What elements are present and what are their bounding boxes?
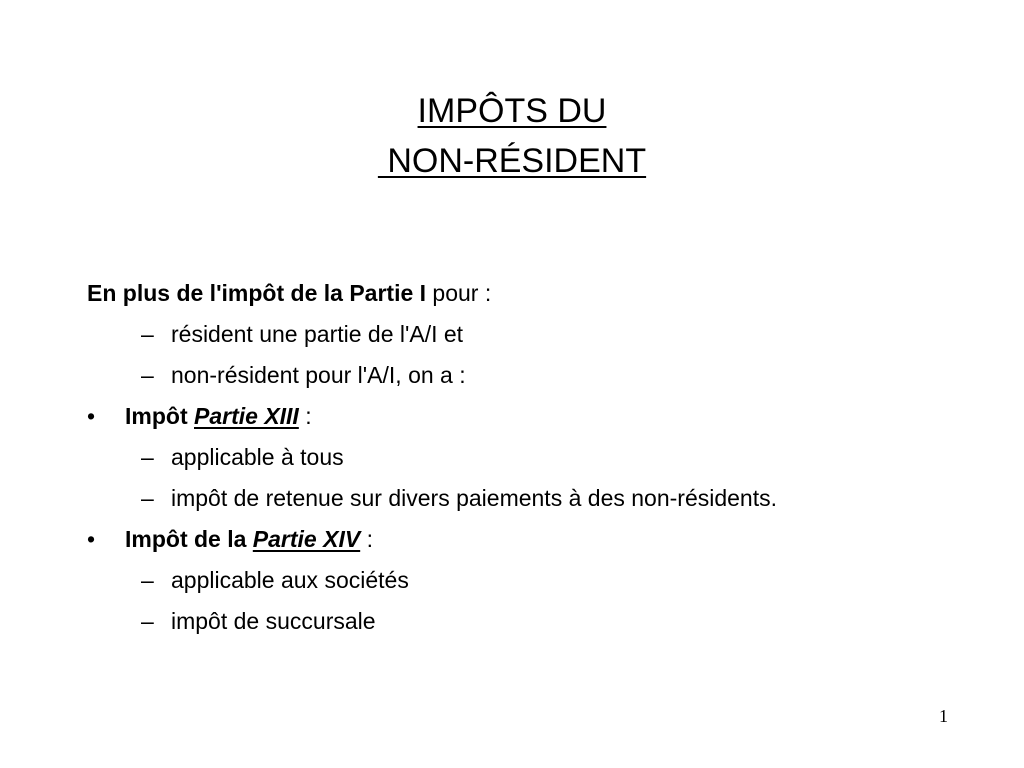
list-item	[0, 478, 1024, 519]
slide-title	[0, 86, 1024, 186]
list-item-text: applicable aux sociétés	[171, 567, 409, 593]
list-item	[0, 601, 1024, 642]
bullet-bold-text: Impôt de la	[125, 526, 253, 552]
bullet-bold-text: Impôt	[125, 403, 194, 429]
intro-bold-text: En plus de l'impôt de la Partie I	[87, 280, 427, 306]
list-item-text: impôt de retenue sur divers paiements à des non-résidents.	[171, 485, 777, 511]
dash-marker: –	[141, 485, 154, 511]
bullet-suffix: :	[360, 526, 373, 552]
partie-xiv-emphasis: Partie XIV	[252, 526, 361, 552]
list-item	[0, 355, 1024, 396]
dash-marker: –	[141, 321, 154, 347]
list-item	[0, 437, 1024, 478]
list-item	[0, 560, 1024, 601]
list-item-text: impôt de succursale	[171, 608, 376, 634]
intro-line	[87, 273, 491, 314]
bullet-marker: •	[87, 403, 96, 429]
bullet-item-partie-xiv	[0, 519, 1024, 560]
dash-marker: –	[141, 444, 154, 470]
intro-rest-text: pour :	[426, 280, 492, 306]
title-line-2: NON-RÉSIDENT	[377, 142, 647, 180]
partie-xiii-emphasis: Partie XIII	[194, 403, 299, 429]
page-number: 1	[939, 706, 948, 726]
list-item-text: non-résident pour l'A/I, on a :	[171, 362, 466, 388]
list-item-text: applicable à tous	[171, 444, 344, 470]
bullet-marker: •	[87, 526, 96, 552]
list-item	[0, 314, 1024, 355]
dash-marker: –	[141, 608, 154, 634]
list-item-text: résident une partie de l'A/I et	[171, 321, 464, 347]
dash-marker: –	[141, 362, 154, 388]
bullet-suffix: :	[298, 403, 312, 429]
title-line-1: IMPÔTS DU	[417, 92, 607, 130]
dash-marker: –	[141, 567, 154, 593]
bullet-item-partie-xiii	[0, 396, 1024, 437]
